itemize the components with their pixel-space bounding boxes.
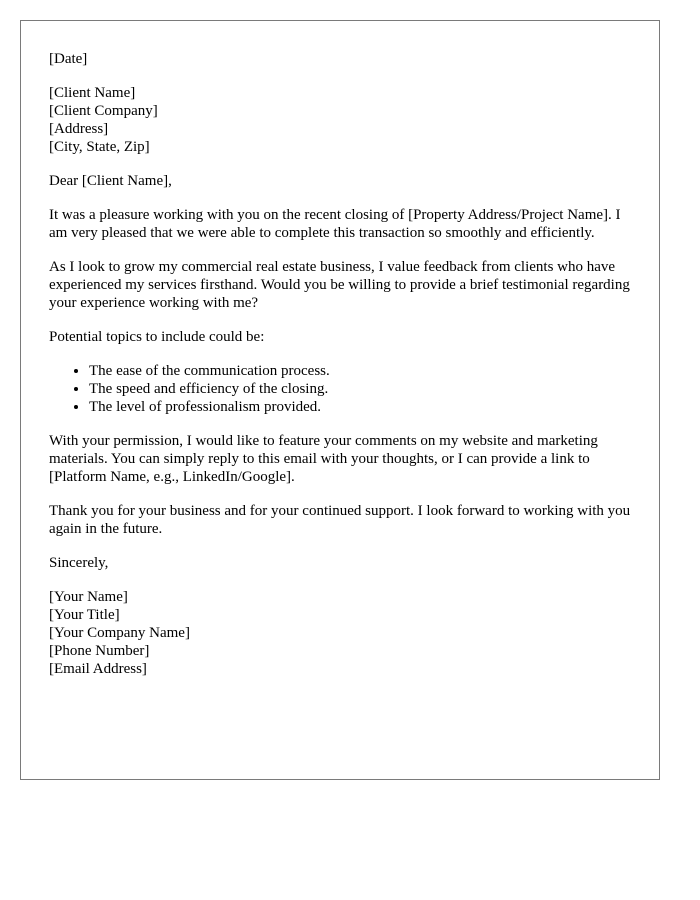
recipient-city-state-zip: [City, State, Zip]	[49, 139, 150, 155]
signature-title: [Your Title]	[49, 607, 120, 623]
date: [Date]	[49, 51, 88, 67]
valediction: Sincerely,	[49, 555, 109, 571]
signature-email: [Email Address]	[49, 661, 147, 677]
list-item: • The level of professionalism provided.	[89, 398, 631, 416]
body-paragraph: As I look to grow my commercial real estate business, I value feedback from clients who have experienced my services firsthand. Would you be willing to provide a brief testimonial regarding your experience working with me?	[49, 259, 630, 311]
recipient-address: [Address]	[49, 121, 109, 137]
signature-phone: [Phone Number]	[49, 643, 150, 659]
recipient-company: [Client Company]	[49, 103, 158, 119]
signature-name: [Your Name]	[49, 589, 128, 605]
body-paragraph: It was a pleasure working with you on the recent closing of [Property Address/Project Name]. I am very pleased that we were able to complete this transaction so smoothly and efficiently.	[49, 207, 621, 241]
list-item: • The speed and efficiency of the closing.	[89, 380, 631, 398]
recipient-block	[49, 84, 631, 156]
topics-intro: Potential topics to include could be:	[49, 329, 265, 345]
signature-company: [Your Company Name]	[49, 625, 190, 641]
body-paragraph: Thank you for your business and for your continued support. I look forward to working with you again in the future.	[49, 503, 631, 537]
letter	[20, 20, 660, 780]
list-item: • The ease of the communication process.	[89, 362, 631, 380]
recipient-name: [Client Name]	[49, 85, 136, 101]
topics-list	[49, 362, 631, 416]
salutation: Dear [Client Name],	[49, 173, 172, 189]
body-paragraph: With your permission, I would like to feature your comments on my website and marketing materials. You can simply reply to this email with your thoughts, or I can provide a link to [Platform Name, e.g., LinkedIn/Google].	[49, 433, 598, 485]
signature-block	[49, 588, 631, 678]
